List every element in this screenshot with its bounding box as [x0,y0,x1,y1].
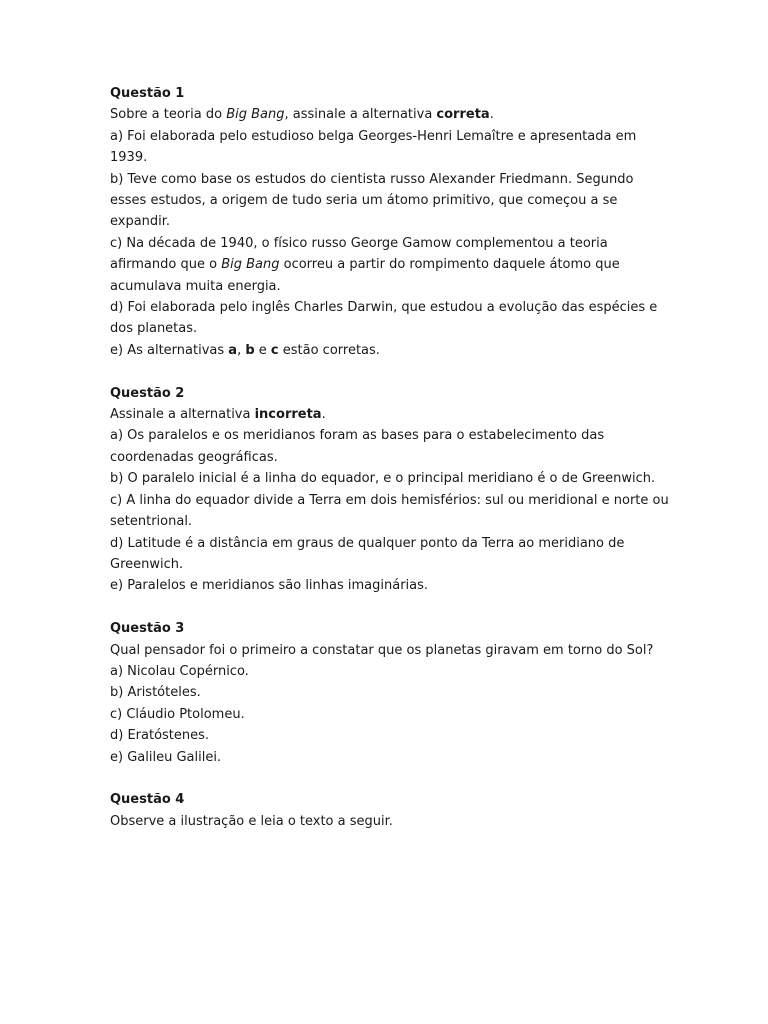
question-4-stem: Observe a ilustração e leia o texto a seguir. [110,813,393,829]
option-text: c) Na década de 1940, o físico russo George Gamow complementou a teoria afirmando que o [110,235,608,273]
question-3-option-e: e) Galileu Galilei. [110,749,222,765]
question-2-option-b: b) O paralelo inicial é a linha do equador, e o principal meridiano é o de Greenwich. [110,471,656,487]
question-1-option-d: d) Foi elaborada pelo inglês Charles Darwin, que estudou a evolução das espécies e dos planetas. [110,300,658,337]
option-text: ocorreu a partir do rompimento daquele átomo que acumulava muita energia. [110,257,620,294]
question-2-stem [110,404,670,425]
stem-emphasis: Big Bang [226,107,285,123]
question-1 [110,83,670,361]
question-1-option-e [110,340,670,361]
document-page [110,83,670,854]
question-2 [110,383,670,597]
question-3-option-a: a) Nicolau Copérnico. [110,663,249,679]
question-3-option-c: c) Cláudio Ptolomeu. [110,706,245,722]
stem-text: Sobre a teoria do [110,107,227,123]
question-3-stem: Qual pensador foi o primeiro a constatar que os planetas giravam em torno do Sol? [110,642,654,658]
option-emphasis: Big Bang [221,257,280,273]
stem-strong: incorreta [254,407,322,423]
stem-text: . [489,107,494,123]
question-2-option-a: a) Os paralelos e os meridianos foram as bases para o estabelecimento das coordenadas geográficas. [110,428,605,465]
option-text: , [237,342,246,358]
question-3-option-b: b) Aristóteles. [110,685,201,701]
question-4 [110,789,670,832]
question-2-title: Questão 2 [110,385,185,401]
stem-text: Assinale a alternativa [110,407,255,423]
question-2-option-d: d) Latitude é a distância em graus de qualquer ponto da Terra ao meridiano de Greenwich. [110,535,625,572]
option-strong: a [228,342,238,358]
question-1-option-b: b) Teve como base os estudos do cientista russo Alexander Friedmann. Segundo esses estudos, a origem de tudo seria um átomo primitivo, que começou a se expandir. [110,171,634,230]
question-1-title: Questão 1 [110,86,185,101]
question-1-option-a: a) Foi elaborada pelo estudioso belga Georges-Henri Lemaître e apresentada em 1939. [110,128,637,166]
question-3 [110,618,670,768]
question-2-option-e: e) Paralelos e meridianos são linhas imaginárias. [110,578,429,594]
question-3-option-d: d) Eratóstenes. [110,728,210,744]
question-1-option-c [110,233,670,297]
stem-text: , assinale a alternativa [284,107,437,123]
stem-strong: correta [436,107,490,123]
option-text: estão corretas. [278,342,380,358]
stem-text: . [321,407,326,423]
question-4-title: Questão 4 [110,792,185,808]
question-1-stem [110,104,670,125]
question-2-option-c: c) A linha do equador divide a Terra em dois hemisférios: sul ou meridional e norte ou setentrional. [110,492,669,530]
question-3-title: Questão 3 [110,621,185,637]
option-strong: c [270,342,279,358]
option-text: e) As alternativas [110,342,229,358]
option-text: e [254,342,271,358]
option-strong: b [245,342,255,358]
